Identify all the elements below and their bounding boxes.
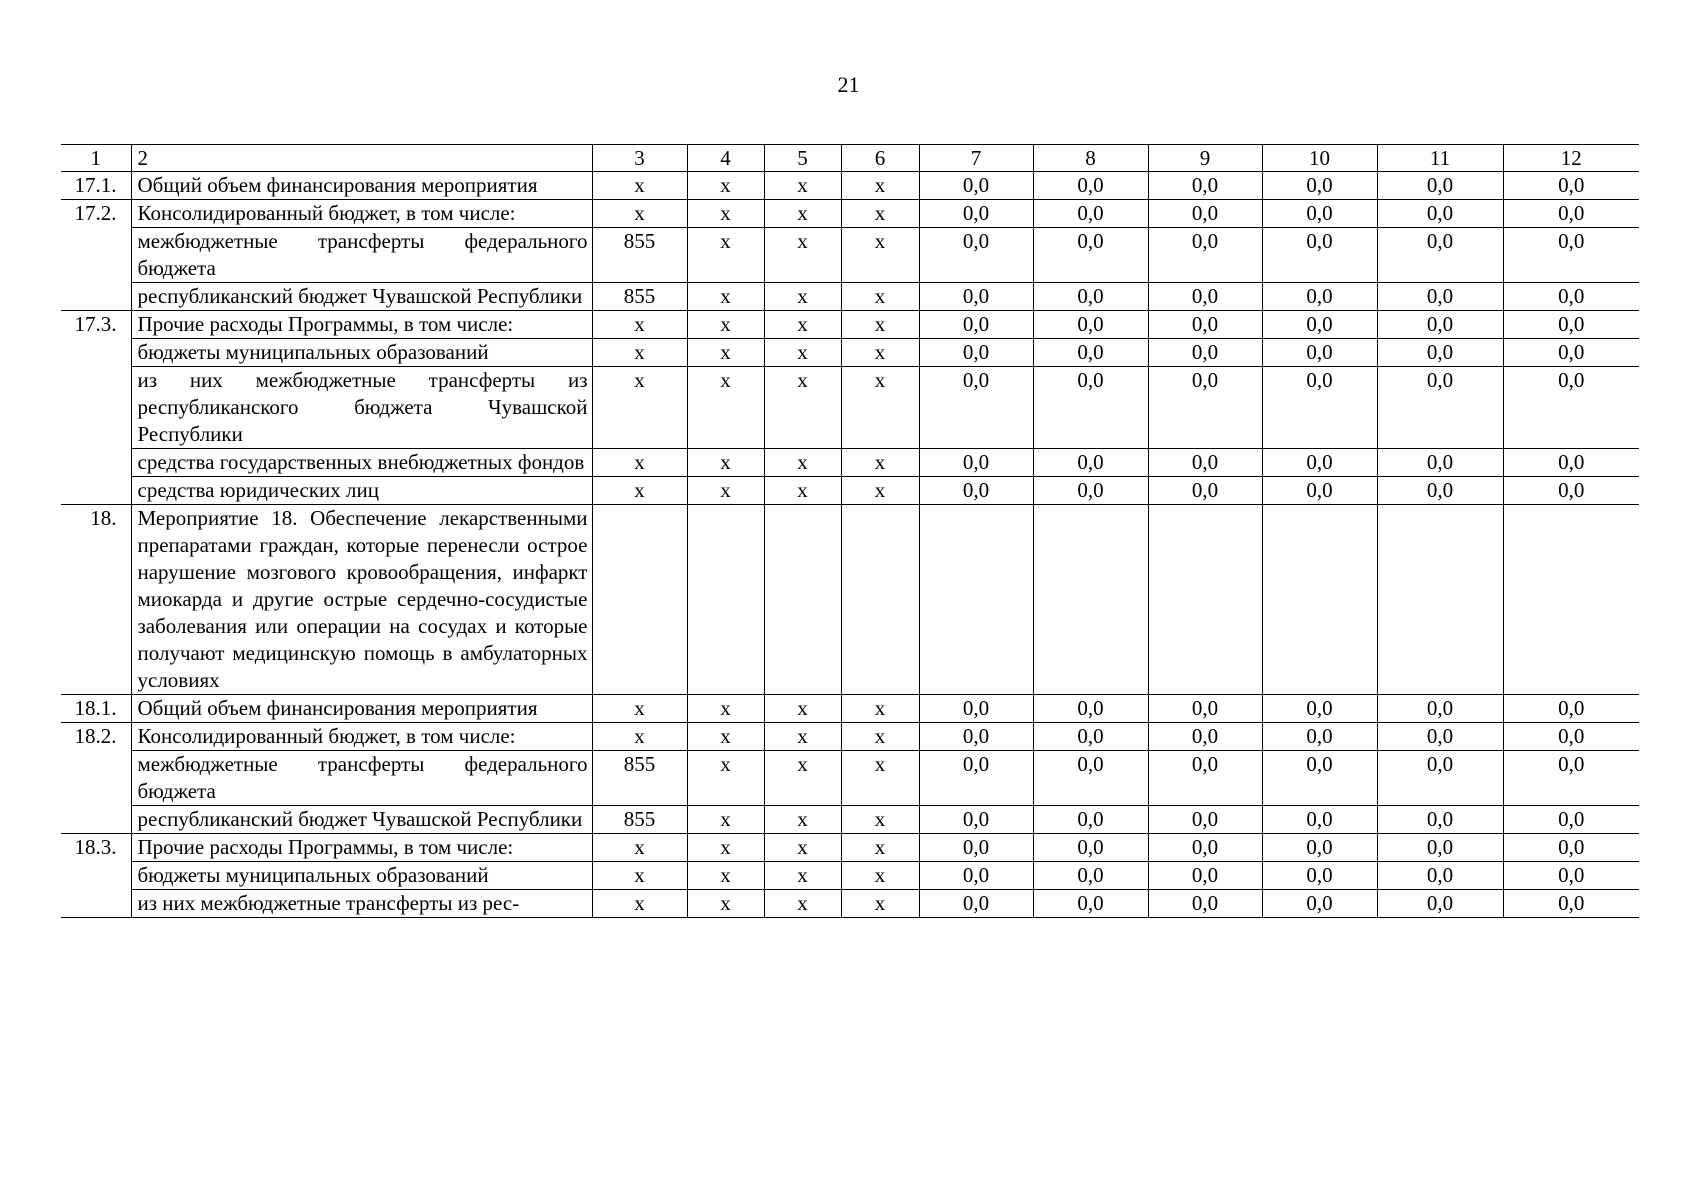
cell-col-11: 0,0 — [1377, 228, 1503, 283]
cell-col-11: 0,0 — [1377, 695, 1503, 723]
cell-col-8: 0,0 — [1033, 200, 1148, 228]
cell-col-12 — [1503, 505, 1639, 695]
cell-col-9: 0,0 — [1148, 806, 1262, 834]
cell-col-7: 0,0 — [919, 477, 1033, 505]
cell-col-10: 0,0 — [1262, 723, 1377, 751]
cell-col-6: х — [841, 695, 919, 723]
cell-col-10: 0,0 — [1262, 172, 1377, 200]
cell-col-12: 0,0 — [1503, 834, 1639, 862]
cell-col-12: 0,0 — [1503, 862, 1639, 890]
cell-col-6: х — [841, 751, 919, 806]
row-description: Мероприятие 18. Обеспечение лекарственными препаратами граждан, которые перенесли острое нарушение мозгового кровообращения, инфаркт миокарда и другие острые сердечно-сосудистые заболевания или операции на сосудах и которые получают медицинскую помощь в амбулаторных условиях — [131, 505, 592, 695]
column-header-8: 8 — [1033, 145, 1148, 172]
table-row — [61, 834, 1639, 862]
column-header-11: 11 — [1377, 145, 1503, 172]
cell-col-5: х — [764, 751, 841, 806]
cell-col-6: х — [841, 890, 919, 918]
cell-col-6: х — [841, 172, 919, 200]
row-number — [61, 367, 131, 449]
cell-col-4: х — [687, 806, 764, 834]
cell-col-3: х — [592, 890, 687, 918]
cell-col-9: 0,0 — [1148, 723, 1262, 751]
cell-col-7: 0,0 — [919, 834, 1033, 862]
cell-col-8: 0,0 — [1033, 723, 1148, 751]
cell-col-12: 0,0 — [1503, 695, 1639, 723]
cell-col-5: х — [764, 311, 841, 339]
cell-col-9: 0,0 — [1148, 339, 1262, 367]
cell-col-4: х — [687, 200, 764, 228]
cell-col-11: 0,0 — [1377, 283, 1503, 311]
cell-col-10: 0,0 — [1262, 311, 1377, 339]
cell-col-9: 0,0 — [1148, 172, 1262, 200]
cell-col-7: 0,0 — [919, 283, 1033, 311]
row-number — [61, 283, 131, 311]
row-description: из них межбюджетные трансферты из рес- — [131, 890, 592, 918]
cell-col-11: 0,0 — [1377, 890, 1503, 918]
row-number — [61, 449, 131, 477]
row-number — [61, 862, 131, 890]
cell-col-12: 0,0 — [1503, 311, 1639, 339]
cell-col-9 — [1148, 505, 1262, 695]
row-number — [61, 228, 131, 283]
cell-col-5: х — [764, 862, 841, 890]
cell-col-6: х — [841, 477, 919, 505]
cell-col-3: х — [592, 367, 687, 449]
cell-col-6: х — [841, 311, 919, 339]
cell-col-5 — [764, 505, 841, 695]
row-description: межбюджетные трансферты федерального бюджета — [131, 228, 592, 283]
cell-col-8: 0,0 — [1033, 311, 1148, 339]
table-row — [61, 723, 1639, 751]
cell-col-3: х — [592, 311, 687, 339]
cell-col-10: 0,0 — [1262, 751, 1377, 806]
table-row — [61, 172, 1639, 200]
cell-col-9: 0,0 — [1148, 367, 1262, 449]
cell-col-4: х — [687, 449, 764, 477]
cell-col-5: х — [764, 806, 841, 834]
cell-col-7 — [919, 505, 1033, 695]
cell-col-10: 0,0 — [1262, 806, 1377, 834]
cell-col-11: 0,0 — [1377, 862, 1503, 890]
cell-col-8: 0,0 — [1033, 834, 1148, 862]
cell-col-8: 0,0 — [1033, 339, 1148, 367]
cell-col-12: 0,0 — [1503, 723, 1639, 751]
cell-col-12: 0,0 — [1503, 449, 1639, 477]
cell-col-8: 0,0 — [1033, 695, 1148, 723]
column-header-4: 4 — [687, 145, 764, 172]
cell-col-12: 0,0 — [1503, 751, 1639, 806]
table-row — [61, 283, 1639, 311]
cell-col-3: х — [592, 449, 687, 477]
cell-col-11: 0,0 — [1377, 172, 1503, 200]
cell-col-5: х — [764, 172, 841, 200]
cell-col-3: х — [592, 200, 687, 228]
cell-col-8 — [1033, 505, 1148, 695]
cell-col-11: 0,0 — [1377, 311, 1503, 339]
cell-col-6: х — [841, 228, 919, 283]
cell-col-8: 0,0 — [1033, 449, 1148, 477]
cell-col-7: 0,0 — [919, 200, 1033, 228]
cell-col-7: 0,0 — [919, 367, 1033, 449]
cell-col-5: х — [764, 477, 841, 505]
cell-col-7: 0,0 — [919, 862, 1033, 890]
cell-col-12: 0,0 — [1503, 367, 1639, 449]
cell-col-8: 0,0 — [1033, 806, 1148, 834]
row-description: Общий объем финансирования мероприятия — [131, 695, 592, 723]
row-description: средства государственных внебюджетных фондов — [131, 449, 592, 477]
cell-col-9: 0,0 — [1148, 200, 1262, 228]
cell-col-5: х — [764, 890, 841, 918]
cell-col-11: 0,0 — [1377, 723, 1503, 751]
cell-col-3: 855 — [592, 283, 687, 311]
column-header-10: 10 — [1262, 145, 1377, 172]
cell-col-3: х — [592, 723, 687, 751]
cell-col-7: 0,0 — [919, 311, 1033, 339]
table-row — [61, 890, 1639, 918]
column-header-6: 6 — [841, 145, 919, 172]
table-row — [61, 806, 1639, 834]
cell-col-9: 0,0 — [1148, 751, 1262, 806]
cell-col-11: 0,0 — [1377, 751, 1503, 806]
cell-col-3: х — [592, 695, 687, 723]
cell-col-10: 0,0 — [1262, 890, 1377, 918]
cell-col-6: х — [841, 862, 919, 890]
cell-col-3: 855 — [592, 751, 687, 806]
cell-col-3: х — [592, 172, 687, 200]
cell-col-8: 0,0 — [1033, 890, 1148, 918]
cell-col-12: 0,0 — [1503, 283, 1639, 311]
cell-col-3: х — [592, 834, 687, 862]
cell-col-9: 0,0 — [1148, 890, 1262, 918]
cell-col-5: х — [764, 695, 841, 723]
cell-col-6: х — [841, 200, 919, 228]
row-number — [61, 477, 131, 505]
cell-col-4: х — [687, 339, 764, 367]
cell-col-5: х — [764, 723, 841, 751]
column-header-7: 7 — [919, 145, 1033, 172]
cell-col-5: х — [764, 834, 841, 862]
cell-col-7: 0,0 — [919, 695, 1033, 723]
cell-col-4: х — [687, 695, 764, 723]
cell-col-5: х — [764, 339, 841, 367]
cell-col-9: 0,0 — [1148, 283, 1262, 311]
cell-col-8: 0,0 — [1033, 283, 1148, 311]
cell-col-10: 0,0 — [1262, 339, 1377, 367]
cell-col-5: х — [764, 449, 841, 477]
cell-col-11: 0,0 — [1377, 449, 1503, 477]
cell-col-9: 0,0 — [1148, 449, 1262, 477]
row-number: 17.2. — [61, 200, 131, 228]
row-description: республиканский бюджет Чувашской Республики — [131, 806, 592, 834]
cell-col-11: 0,0 — [1377, 367, 1503, 449]
cell-col-12: 0,0 — [1503, 200, 1639, 228]
cell-col-4: х — [687, 228, 764, 283]
cell-col-12: 0,0 — [1503, 890, 1639, 918]
row-number — [61, 751, 131, 806]
cell-col-8: 0,0 — [1033, 172, 1148, 200]
cell-col-6 — [841, 505, 919, 695]
cell-col-9: 0,0 — [1148, 477, 1262, 505]
cell-col-6: х — [841, 723, 919, 751]
table-row — [61, 367, 1639, 449]
page-number: 21 — [837, 72, 860, 97]
cell-col-12: 0,0 — [1503, 228, 1639, 283]
cell-col-4: х — [687, 890, 764, 918]
row-description: Консолидированный бюджет, в том числе: — [131, 200, 592, 228]
cell-col-10: 0,0 — [1262, 228, 1377, 283]
row-description: Консолидированный бюджет, в том числе: — [131, 723, 592, 751]
cell-col-11: 0,0 — [1377, 477, 1503, 505]
table-row — [61, 505, 1639, 695]
row-number: 18.1. — [61, 695, 131, 723]
row-description: из них межбюджетные трансферты из республиканского бюджета Чувашской Республики — [131, 367, 592, 449]
cell-col-8: 0,0 — [1033, 228, 1148, 283]
table-row — [61, 751, 1639, 806]
row-number: 18.2. — [61, 723, 131, 751]
cell-col-10: 0,0 — [1262, 367, 1377, 449]
row-description: Прочие расходы Программы, в том числе: — [131, 834, 592, 862]
cell-col-3 — [592, 505, 687, 695]
cell-col-4: х — [687, 367, 764, 449]
cell-col-7: 0,0 — [919, 172, 1033, 200]
cell-col-5: х — [764, 367, 841, 449]
cell-col-12: 0,0 — [1503, 339, 1639, 367]
cell-col-5: х — [764, 228, 841, 283]
cell-col-11: 0,0 — [1377, 200, 1503, 228]
row-description: средства юридических лиц — [131, 477, 592, 505]
row-number: 17.3. — [61, 311, 131, 339]
cell-col-11: 0,0 — [1377, 806, 1503, 834]
cell-col-9: 0,0 — [1148, 695, 1262, 723]
table-header-row — [61, 145, 1639, 172]
cell-col-7: 0,0 — [919, 806, 1033, 834]
cell-col-10: 0,0 — [1262, 477, 1377, 505]
row-number: 18. — [61, 505, 131, 695]
cell-col-11: 0,0 — [1377, 834, 1503, 862]
cell-col-3: 855 — [592, 806, 687, 834]
column-header-1: 1 — [61, 145, 131, 172]
table-row — [61, 339, 1639, 367]
row-description: межбюджетные трансферты федерального бюджета — [131, 751, 592, 806]
budget-table — [61, 144, 1639, 918]
cell-col-10: 0,0 — [1262, 200, 1377, 228]
cell-col-8: 0,0 — [1033, 367, 1148, 449]
cell-col-10: 0,0 — [1262, 283, 1377, 311]
cell-col-4: х — [687, 751, 764, 806]
cell-col-7: 0,0 — [919, 890, 1033, 918]
row-number: 18.3. — [61, 834, 131, 862]
cell-col-6: х — [841, 834, 919, 862]
cell-col-9: 0,0 — [1148, 834, 1262, 862]
table-row — [61, 477, 1639, 505]
cell-col-11: 0,0 — [1377, 339, 1503, 367]
cell-col-5: х — [764, 200, 841, 228]
cell-col-9: 0,0 — [1148, 862, 1262, 890]
cell-col-12: 0,0 — [1503, 806, 1639, 834]
cell-col-6: х — [841, 449, 919, 477]
cell-col-10: 0,0 — [1262, 695, 1377, 723]
cell-col-3: 855 — [592, 228, 687, 283]
cell-col-7: 0,0 — [919, 723, 1033, 751]
row-description: Общий объем финансирования мероприятия — [131, 172, 592, 200]
cell-col-4: х — [687, 862, 764, 890]
cell-col-6: х — [841, 806, 919, 834]
cell-col-10: 0,0 — [1262, 449, 1377, 477]
cell-col-9: 0,0 — [1148, 228, 1262, 283]
cell-col-8: 0,0 — [1033, 862, 1148, 890]
cell-col-9: 0,0 — [1148, 311, 1262, 339]
cell-col-3: х — [592, 339, 687, 367]
cell-col-7: 0,0 — [919, 751, 1033, 806]
cell-col-4: х — [687, 283, 764, 311]
cell-col-10: 0,0 — [1262, 834, 1377, 862]
cell-col-4: х — [687, 834, 764, 862]
cell-col-7: 0,0 — [919, 449, 1033, 477]
cell-col-6: х — [841, 339, 919, 367]
table-row — [61, 449, 1639, 477]
row-description: республиканский бюджет Чувашской Республики — [131, 283, 592, 311]
table-row — [61, 695, 1639, 723]
column-header-12: 12 — [1503, 145, 1639, 172]
cell-col-12: 0,0 — [1503, 477, 1639, 505]
cell-col-4: х — [687, 172, 764, 200]
row-description: Прочие расходы Программы, в том числе: — [131, 311, 592, 339]
row-description: бюджеты муниципальных образований — [131, 339, 592, 367]
column-header-5: 5 — [764, 145, 841, 172]
cell-col-8: 0,0 — [1033, 751, 1148, 806]
table-row — [61, 862, 1639, 890]
table-row — [61, 228, 1639, 283]
table-row — [61, 311, 1639, 339]
cell-col-7: 0,0 — [919, 228, 1033, 283]
cell-col-8: 0,0 — [1033, 477, 1148, 505]
cell-col-12: 0,0 — [1503, 172, 1639, 200]
row-number: 17.1. — [61, 172, 131, 200]
cell-col-4 — [687, 505, 764, 695]
cell-col-3: х — [592, 862, 687, 890]
table-row — [61, 200, 1639, 228]
cell-col-10 — [1262, 505, 1377, 695]
cell-col-7: 0,0 — [919, 339, 1033, 367]
cell-col-5: х — [764, 283, 841, 311]
cell-col-3: х — [592, 477, 687, 505]
cell-col-6: х — [841, 367, 919, 449]
row-number — [61, 890, 131, 918]
cell-col-4: х — [687, 723, 764, 751]
cell-col-4: х — [687, 477, 764, 505]
cell-col-4: х — [687, 311, 764, 339]
cell-col-10: 0,0 — [1262, 862, 1377, 890]
cell-col-6: х — [841, 283, 919, 311]
cell-col-11 — [1377, 505, 1503, 695]
row-description: бюджеты муниципальных образований — [131, 862, 592, 890]
row-number — [61, 806, 131, 834]
row-number — [61, 339, 131, 367]
column-header-3: 3 — [592, 145, 687, 172]
column-header-9: 9 — [1148, 145, 1262, 172]
column-header-2: 2 — [131, 145, 592, 172]
